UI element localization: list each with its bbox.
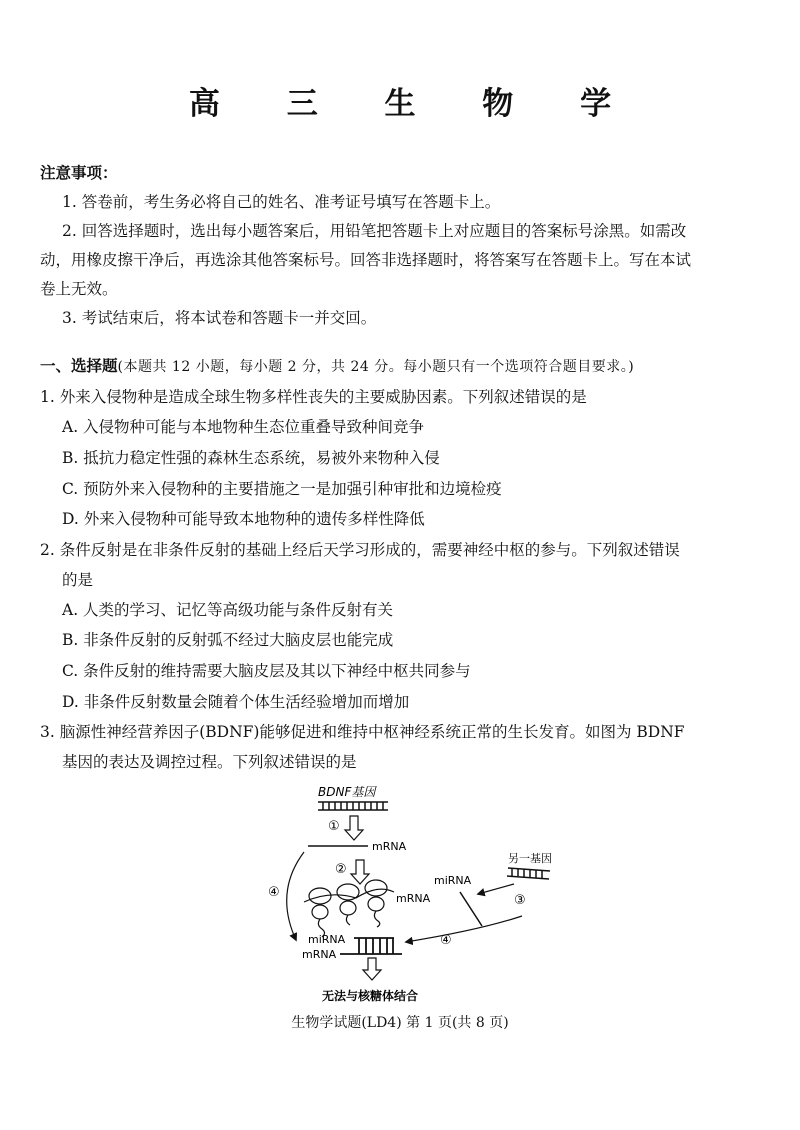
section-heading [40, 356, 634, 377]
notice-item-3: 3. 考试结束后，将本试卷和答题卡一并交回。 [62, 309, 377, 327]
step-2-label: ② [335, 862, 347, 877]
bdnf-gene-dna-icon [318, 802, 388, 810]
notice-item-2: 2. 回答选择题时，选出每小题答案后，用铅笔把答题卡上对应题目的答案标号涂黑。如需改 [62, 222, 687, 240]
notice-item-2-cont2: 卷上无效。 [40, 280, 118, 298]
section-title: 一、选择题 [40, 357, 118, 375]
result-label: 无法与核糖体结合 [322, 989, 419, 1003]
notice-heading: 注意事项： [40, 164, 118, 182]
q1-option-d: D. 外来入侵物种可能导致本地物种的遗传多样性降低 [62, 510, 425, 528]
step-3-label: ③ [514, 893, 526, 908]
q1-option-c: C. 预防外来入侵物种的主要措施之一是加强引种审批和边境检疫 [62, 480, 502, 498]
q2-option-a: A. 人类的学习、记忆等高级功能与条件反射有关 [62, 601, 394, 619]
q2-option-d: D. 非条件反射数量会随着个体生活经验增加而增加 [62, 693, 410, 711]
bdnf-expression-diagram [260, 780, 560, 1010]
q2-option-b: B. 非条件反射的反射弧不经过大脑皮层也能完成 [62, 631, 394, 649]
mirna-bottom-label: miRNA [308, 933, 346, 946]
other-gene-dna-icon [507, 868, 550, 879]
mrna-label: mRNA [372, 840, 407, 853]
q1-option-b: B. 抵抗力稳定性强的森林生态系统，易被外来物种入侵 [62, 449, 440, 467]
step-4-left-label: ④ [268, 885, 280, 900]
q2-option-c: C. 条件反射的维持需要大脑皮层及其以下神经中枢共同参与 [62, 662, 471, 680]
mrna-bottom-label: mRNA [302, 948, 337, 961]
binding-arrow-right [406, 916, 522, 942]
transcription-arrow-icon [345, 816, 363, 840]
notice-item-2-cont: 动，用橡皮擦干净后，再选涂其他答案标号。回答非选择题时，将答案写在答题卡上。写在本试 [40, 251, 692, 269]
translation-arrow-icon [351, 860, 369, 884]
other-gene-label: 另一基因 [508, 852, 552, 865]
mirna-transcription-arrow [478, 884, 514, 894]
q2-stem: 2. 条件反射是在非条件反射的基础上经后天学习形成的，需要神经中枢的参与。下列叙述错误 [40, 541, 680, 559]
mirna-label: miRNA [434, 874, 472, 887]
page-title: 高 三 生 物 学 [188, 86, 640, 122]
mrna-ribosome-label: mRNA [396, 892, 431, 905]
result-arrow-icon [363, 958, 381, 980]
notice-item-1: 1. 答卷前，考生务必将自己的姓名、准考证号填写在答题卡上。 [62, 193, 501, 211]
q1-stem: 1. 外来入侵物种是造成全球生物多样性丧失的主要威胁因素。下列叙述错误的是 [40, 388, 587, 406]
mirna-strand [460, 892, 482, 926]
feedback-arrow-left [287, 852, 304, 940]
q1-option-a: A. 入侵物种可能与本地物种生态位重叠导致种间竞争 [62, 418, 425, 436]
q2-stem-cont: 的是 [62, 571, 94, 589]
bdnf-gene-label: BDNF基因 [318, 785, 376, 799]
step-4-right-label: ④ [440, 933, 452, 948]
step-1-label: ① [328, 819, 340, 834]
page-footer: 生物学试题(LD4) 第 1 页(共 8 页) [291, 1015, 509, 1031]
mirna-mrna-duplex-icon [340, 938, 402, 954]
q3-stem: 3. 脑源性神经营养因子(BDNF)能够促进和维持中枢神经系统正常的生长发育。如图为 BDNF [40, 723, 685, 741]
ribosomes-icon [304, 880, 394, 937]
q3-stem-cont: 基因的表达及调控过程。下列叙述错误的是 [62, 753, 357, 771]
section-note: (本题共 12 小题，每小题 2 分，共 24 分。每小题只有一个选项符合题目要求。) [117, 359, 635, 375]
